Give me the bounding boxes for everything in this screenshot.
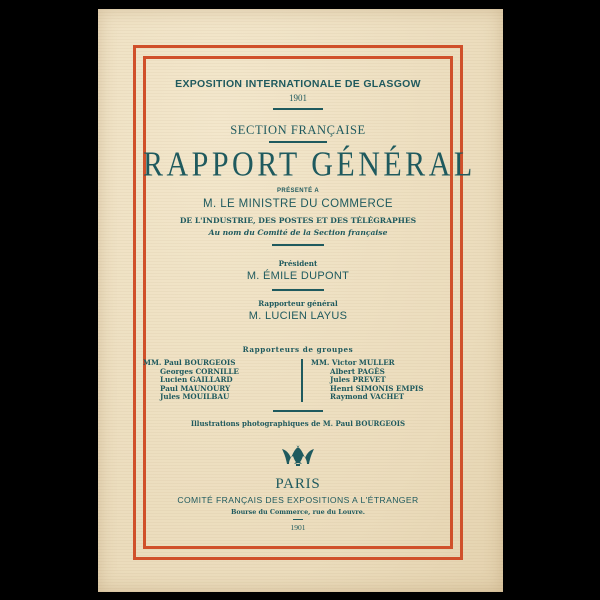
column-divider [301,359,303,402]
rapporteur-name: MM. Paul BOURGEOIS [143,358,236,367]
city: PARIS [275,476,321,492]
address: Bourse du Commerce, rue du Louvre. [230,508,366,516]
rapporteur-name: Jules PREVET [330,375,386,385]
rapporteur-name: Georges CORNILLE [160,366,239,376]
divider-rule [272,289,324,291]
illustrations-credit: Illustrations photographiques de M. Paul BOURGEOIS [190,419,406,428]
divider-rule [272,244,324,246]
rapporteur-name: Raymond VACHET [330,392,405,402]
divider-rule [273,108,323,110]
rapporteur-name: MM. Victor MULLER [311,358,395,367]
president-name: M. ÉMILE DUPONT [246,270,350,282]
main-title: RAPPORT GÉNÉRAL [143,145,476,184]
rapporteur-name: Lucien GAILLARD [160,375,233,385]
book-cover [98,9,503,592]
rapporteur-name: Henri SIMONIS EMPIS [330,383,424,393]
rapporteur-general-label: Rapporteur général [258,299,338,308]
publisher: COMITÉ FRANÇAIS DES EXPOSITIONS A L'ÉTRANGER [177,495,419,505]
minister-line: M. LE MINISTRE DU COMMERCE [203,198,393,210]
section-title: SECTION FRANÇAISE [230,123,366,137]
rapporteurs-right-column [311,359,423,402]
president-label: Président [278,259,318,268]
on-behalf-line: Au nom du Comité de la Section française [208,228,388,237]
ministry-scope: DE L'INDUSTRIE, DES POSTES ET DES TÉLÉGRAPHES [179,216,417,225]
exposition-title: EXPOSITION INTERNATIONALE DE GLASGOW [175,78,421,90]
rapporteur-name: Albert PAGÈS [330,366,385,376]
eagle-icon [281,444,315,468]
rapporteurs-left-column [143,359,239,402]
rapporteur-general-name: M. LUCIEN LAYUS [248,310,348,322]
divider-rule [269,141,327,143]
rapporteurs-groupes-label: Rapporteurs de groupes [242,345,354,354]
divider-rule [293,519,303,520]
divider-rule [273,410,323,412]
rapporteur-name: Paul MAUNOURY [160,383,231,393]
cover-content [143,56,476,549]
year-top: 1901 [289,93,307,103]
presented-to: PRÉSENTÉ A [276,188,320,194]
rapporteur-name: Jules MOUILBAU [160,392,230,402]
year-bottom: 1901 [290,523,306,532]
